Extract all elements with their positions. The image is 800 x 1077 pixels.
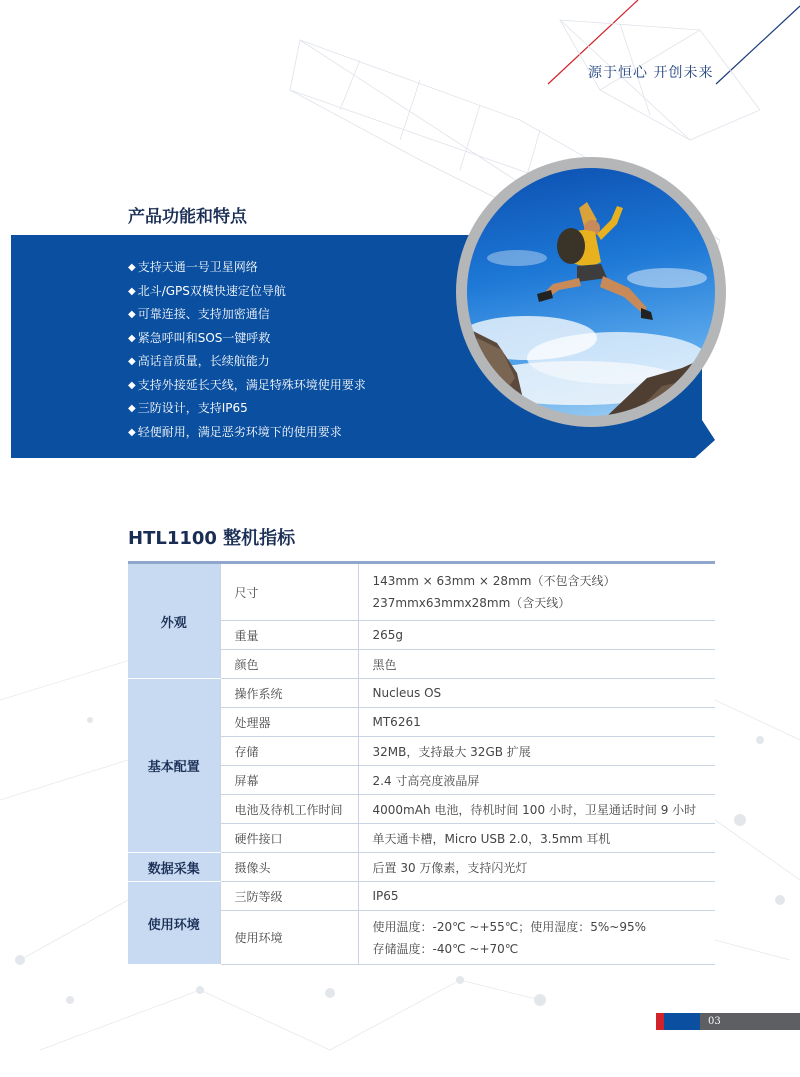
spec-value: 黑色 bbox=[358, 650, 715, 679]
spec-value: 后置 30 万像素，支持闪光灯 bbox=[358, 853, 715, 882]
feature-item bbox=[128, 421, 366, 445]
spec-value: 32MB，支持最大 32GB 扩展 bbox=[358, 737, 715, 766]
photo-frame bbox=[456, 157, 726, 427]
feature-text: 高话音质量，长续航能力 bbox=[137, 354, 270, 368]
footer-red-block bbox=[656, 1013, 664, 1030]
category-cell-appearance: 外观 bbox=[128, 563, 220, 679]
spec-value: Nucleus OS bbox=[358, 679, 715, 708]
spec-name: 颜色 bbox=[220, 650, 358, 679]
spec-name: 重量 bbox=[220, 621, 358, 650]
feature-item bbox=[128, 350, 366, 374]
spec-value: 4000mAh 电池，待机时间 100 小时，卫星通话时间 9 小时 bbox=[358, 795, 715, 824]
diamond-bullet-icon: ◆ bbox=[128, 379, 136, 391]
spec-name: 处理器 bbox=[220, 708, 358, 737]
feature-item bbox=[128, 280, 366, 304]
spec-name: 屏幕 bbox=[220, 766, 358, 795]
spec-value: 265g bbox=[358, 621, 715, 650]
spec-name: 操作系统 bbox=[220, 679, 358, 708]
feature-text: 北斗/GPS双模快速定位导航 bbox=[137, 283, 286, 298]
spec-name: 硬件接口 bbox=[220, 824, 358, 853]
spec-value-line: 存储温度：-40℃ ~+70℃ bbox=[372, 941, 519, 956]
spec-name: 摄像头 bbox=[220, 853, 358, 882]
hiker-illustration bbox=[467, 168, 715, 416]
feature-text: 轻便耐用，满足恶劣环境下的使用要求 bbox=[137, 424, 342, 439]
feature-text: 三防设计，支持IP65 bbox=[137, 401, 248, 415]
features-list bbox=[128, 256, 366, 444]
diamond-bullet-icon: ◆ bbox=[128, 356, 136, 367]
table-row bbox=[128, 679, 715, 708]
spec-value: 2.4 寸高亮度液晶屏 bbox=[358, 766, 715, 795]
hiker-photo bbox=[467, 168, 715, 416]
feature-item bbox=[128, 374, 366, 398]
spec-value: 单天通卡槽，Micro USB 2.0，3.5mm 耳机 bbox=[358, 824, 715, 853]
feature-text: 支持天通一号卫星网络 bbox=[137, 260, 258, 274]
feature-text: 可靠连接、支持加密通信 bbox=[137, 307, 270, 321]
diamond-bullet-icon: ◆ bbox=[128, 285, 136, 297]
spec-value: IP65 bbox=[358, 882, 715, 911]
diamond-bullet-icon: ◆ bbox=[128, 262, 136, 273]
spec-value bbox=[358, 563, 715, 621]
diamond-bullet-icon: ◆ bbox=[128, 309, 136, 320]
specs-title: HTL1100 整机指标 bbox=[128, 528, 296, 549]
spec-name: 存储 bbox=[220, 737, 358, 766]
spec-value-line: 143mm × 63mm × 28mm（不包含天线） bbox=[372, 574, 616, 588]
specs-table bbox=[128, 561, 715, 965]
feature-item bbox=[128, 397, 366, 421]
spec-name: 三防等级 bbox=[220, 882, 358, 911]
spec-value-line: 使用温度：-20℃ ~+55℃；使用湿度：5%~95% bbox=[372, 919, 647, 934]
table-row bbox=[128, 853, 715, 882]
category-cell-data: 数据采集 bbox=[128, 853, 220, 882]
spec-value: MT6261 bbox=[358, 708, 715, 737]
spec-value-line: 237mmx63mmx28mm（含天线） bbox=[372, 596, 571, 610]
feature-text: 紧急呼叫和SOS一键呼救 bbox=[137, 330, 271, 345]
spec-value bbox=[358, 911, 715, 965]
diamond-bullet-icon: ◆ bbox=[128, 426, 136, 438]
category-cell-env: 使用环境 bbox=[128, 882, 220, 965]
table-row bbox=[128, 882, 715, 911]
header-slogan: 源于恒心 开创未来 bbox=[588, 65, 714, 81]
features-title: 产品功能和特点 bbox=[128, 207, 247, 227]
feature-text: 支持外接延长天线，满足特殊环境使用要求 bbox=[137, 377, 366, 392]
spec-name: 使用环境 bbox=[220, 911, 358, 965]
diamond-bullet-icon: ◆ bbox=[128, 403, 136, 414]
blue-diagonal-line bbox=[716, 6, 800, 84]
spec-name: 电池及待机工作时间 bbox=[220, 795, 358, 824]
category-cell-basic: 基本配置 bbox=[128, 679, 220, 853]
feature-item bbox=[128, 303, 366, 327]
page-number: 03 bbox=[708, 1016, 721, 1027]
footer-blue-block bbox=[664, 1013, 700, 1030]
table-row bbox=[128, 563, 715, 621]
feature-item bbox=[128, 327, 366, 351]
diamond-bullet-icon: ◆ bbox=[128, 332, 136, 344]
feature-item bbox=[128, 256, 366, 280]
spec-name: 尺寸 bbox=[220, 563, 358, 621]
